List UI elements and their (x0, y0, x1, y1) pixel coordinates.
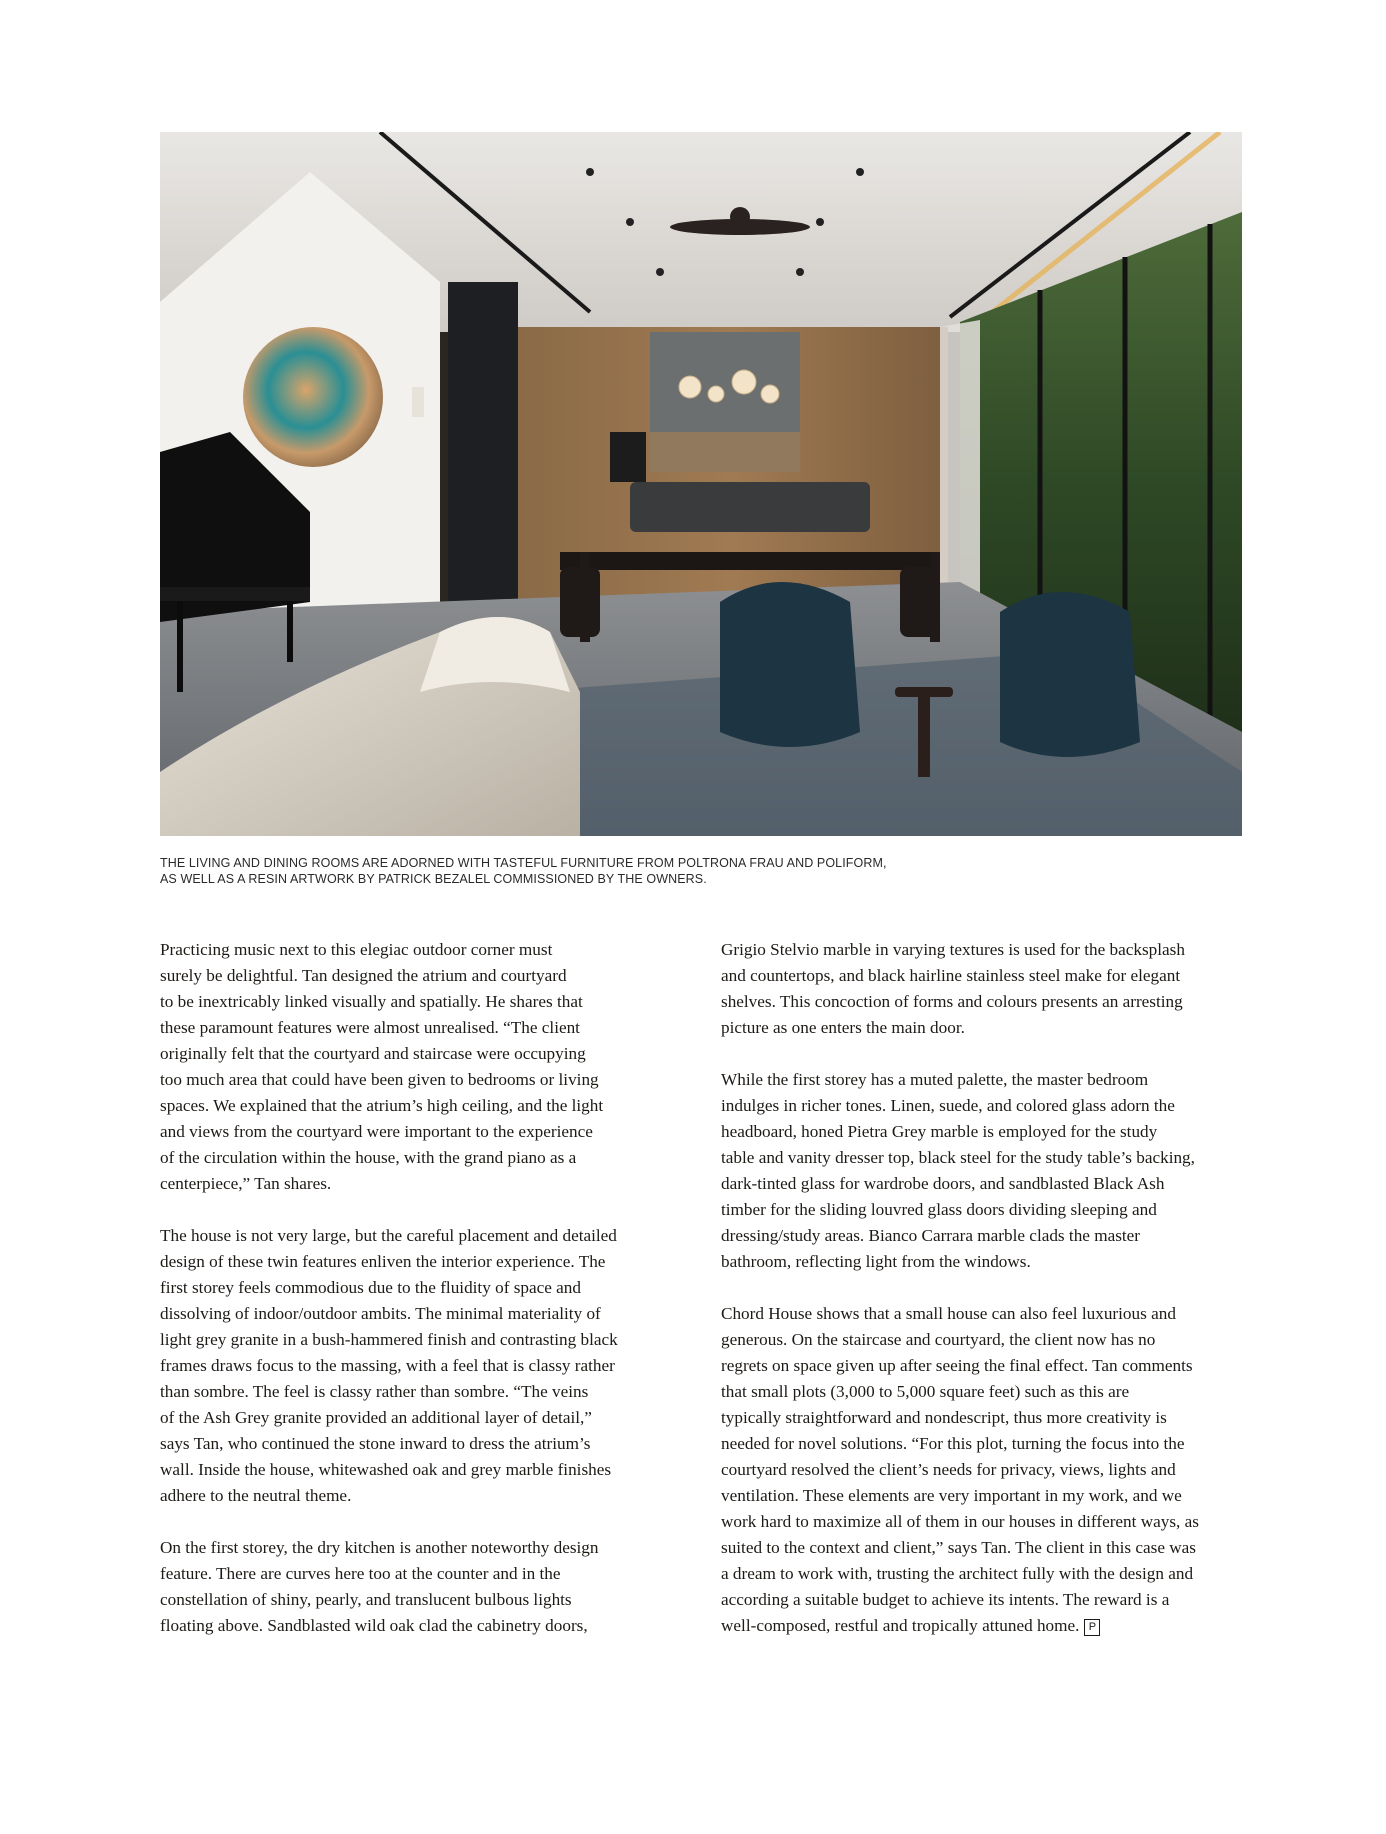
paragraph (160, 1223, 680, 1509)
text-line: timber for the sliding louvred glass doors dividing sleeping and (721, 1200, 1157, 1219)
text-line: regrets on space given up after seeing the final effect. Tan comments (721, 1356, 1193, 1375)
text-line: to be inextricably linked visually and spatially. He shares that (160, 992, 583, 1011)
text-line: typically straightforward and nondescript, thus more creativity is (721, 1408, 1167, 1427)
text-line: says Tan, who continued the stone inward to dress the atrium’s (160, 1434, 591, 1453)
text-line: adhere to the neutral theme. (160, 1486, 352, 1505)
text-line: shelves. This concoction of forms and colours presents an arresting (721, 992, 1183, 1011)
text-line: feature. There are curves here too at the counter and in the (160, 1564, 561, 1583)
text-line: ventilation. These elements are very important in my work, and we (721, 1486, 1182, 1505)
text-line: surely be delightful. Tan designed the atrium and courtyard (160, 966, 567, 985)
text-line: headboard, honed Pietra Grey marble is employed for the study (721, 1122, 1158, 1141)
text-line: dark-tinted glass for wardrobe doors, and sandblasted Black Ash (721, 1174, 1165, 1193)
text-line: centerpiece,” Tan shares. (160, 1174, 332, 1193)
text-line: Practicing music next to this elegiac outdoor corner must (160, 940, 553, 959)
caption-line: AS WELL AS A RESIN ARTWORK BY PATRICK BEZALEL COMMISSIONED BY THE OWNERS. (160, 872, 707, 886)
text-line: too much area that could have been given to bedrooms or living (160, 1070, 599, 1089)
text-line: work hard to maximize all of them in our houses in different ways, as (721, 1512, 1199, 1531)
caption-line: THE LIVING AND DINING ROOMS ARE ADORNED WITH TASTEFUL FURNITURE FROM POLTRONA FRAU AND POLIFORM, (160, 856, 887, 870)
text-line: and views from the courtyard were important to the experience (160, 1122, 593, 1141)
paragraph (721, 1301, 1241, 1639)
paragraph (721, 937, 1241, 1041)
text-line: first storey feels commodious due to the fluidity of space and (160, 1278, 581, 1297)
text-line: constellation of shiny, pearly, and translucent bulbous lights (160, 1590, 572, 1609)
text-line: and countertops, and black hairline stainless steel make for elegant (721, 966, 1181, 985)
text-line: indulges in richer tones. Linen, suede, and colored glass adorn the (721, 1096, 1175, 1115)
text-line: spaces. We explained that the atrium’s high ceiling, and the light (160, 1096, 604, 1115)
end-of-article-mark: P (1084, 1619, 1100, 1636)
living-dining-room-illustration (160, 132, 1242, 836)
text-line: generous. On the staircase and courtyard, the client now has no (721, 1330, 1156, 1349)
text-line: than sombre. The feel is classy rather than sombre. “The veins (160, 1382, 589, 1401)
text-line: these paramount features were almost unrealised. “The client (160, 1018, 580, 1037)
text-line: design of these twin features enliven the interior experience. The (160, 1252, 606, 1271)
interior-photo (160, 132, 1242, 836)
paragraph (721, 1067, 1241, 1275)
text-line: suited to the context and client,” says Tan. The client in this case was (721, 1538, 1196, 1557)
text-line: needed for novel solutions. “For this plot, turning the focus into the (721, 1434, 1185, 1453)
text-line: On the first storey, the dry kitchen is another noteworthy design (160, 1538, 599, 1557)
text-line: of the circulation within the house, with the grand piano as a (160, 1148, 577, 1167)
text-line: table and vanity dresser top, black steel for the study table’s backing, (721, 1148, 1195, 1167)
text-line: well-composed, restful and tropically attuned home. (721, 1616, 1080, 1635)
text-line: light grey granite in a bush-hammered finish and contrasting black (160, 1330, 618, 1349)
text-line: The house is not very large, but the careful placement and detailed (160, 1226, 617, 1245)
text-line: While the first storey has a muted palette, the master bedroom (721, 1070, 1149, 1089)
text-line: floating above. Sandblasted wild oak clad the cabinetry doors, (160, 1616, 588, 1635)
text-line: picture as one enters the main door. (721, 1018, 965, 1037)
text-line: Chord House shows that a small house can also feel luxurious and (721, 1304, 1176, 1323)
text-line-last (721, 1613, 1241, 1639)
text-line: dressing/study areas. Bianco Carrara marble clads the master (721, 1226, 1141, 1245)
text-line: Grigio Stelvio marble in varying textures is used for the backsplash (721, 940, 1185, 959)
text-line: dissolving of indoor/outdoor ambits. The minimal materiality of (160, 1304, 601, 1323)
text-line: bathroom, reflecting light from the windows. (721, 1252, 1031, 1271)
photo-caption (160, 855, 1060, 887)
text-line: frames draws focus to the massing, with a feel that is classy rather (160, 1356, 615, 1375)
right-column (721, 937, 1241, 1665)
paragraph (160, 937, 680, 1197)
text-line: a dream to work with, trusting the architect fully with the design and (721, 1564, 1194, 1583)
text-line: originally felt that the courtyard and staircase were occupying (160, 1044, 586, 1063)
text-line: according a suitable budget to achieve its intents. The reward is a (721, 1590, 1170, 1609)
text-line: of the Ash Grey granite provided an additional layer of detail,” (160, 1408, 592, 1427)
left-column (160, 937, 680, 1665)
text-line: that small plots (3,000 to 5,000 square feet) such as this are (721, 1382, 1130, 1401)
text-line: wall. Inside the house, whitewashed oak and grey marble finishes (160, 1460, 612, 1479)
text-line: courtyard resolved the client’s needs for privacy, views, lights and (721, 1460, 1176, 1479)
paragraph (160, 1535, 680, 1639)
